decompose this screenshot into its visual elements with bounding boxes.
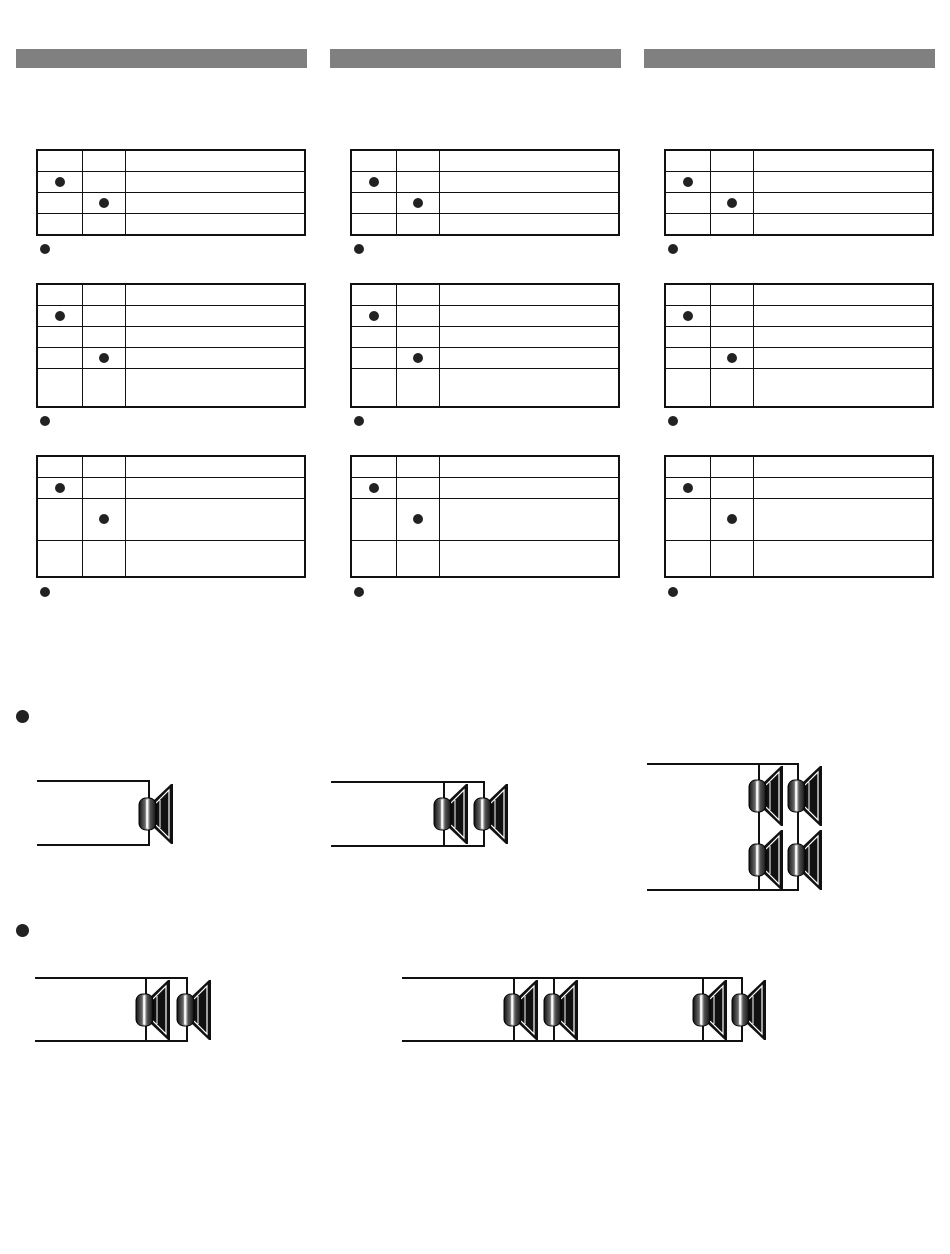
speaker-icon (177, 980, 211, 1040)
speaker-icon (749, 766, 783, 826)
speaker-icon (693, 980, 727, 1040)
speaker-icon (504, 980, 538, 1040)
speaker-icon (749, 830, 783, 890)
speaker-icon (474, 784, 508, 844)
speaker-icon (732, 980, 766, 1040)
speaker-icon (544, 980, 578, 1040)
speaker-icon (434, 784, 468, 844)
speaker-icon (788, 766, 822, 826)
speaker-icon (136, 980, 170, 1040)
speaker-icon (788, 830, 822, 890)
speaker-icon (139, 784, 173, 844)
wiring-diagram-single (37, 781, 149, 845)
